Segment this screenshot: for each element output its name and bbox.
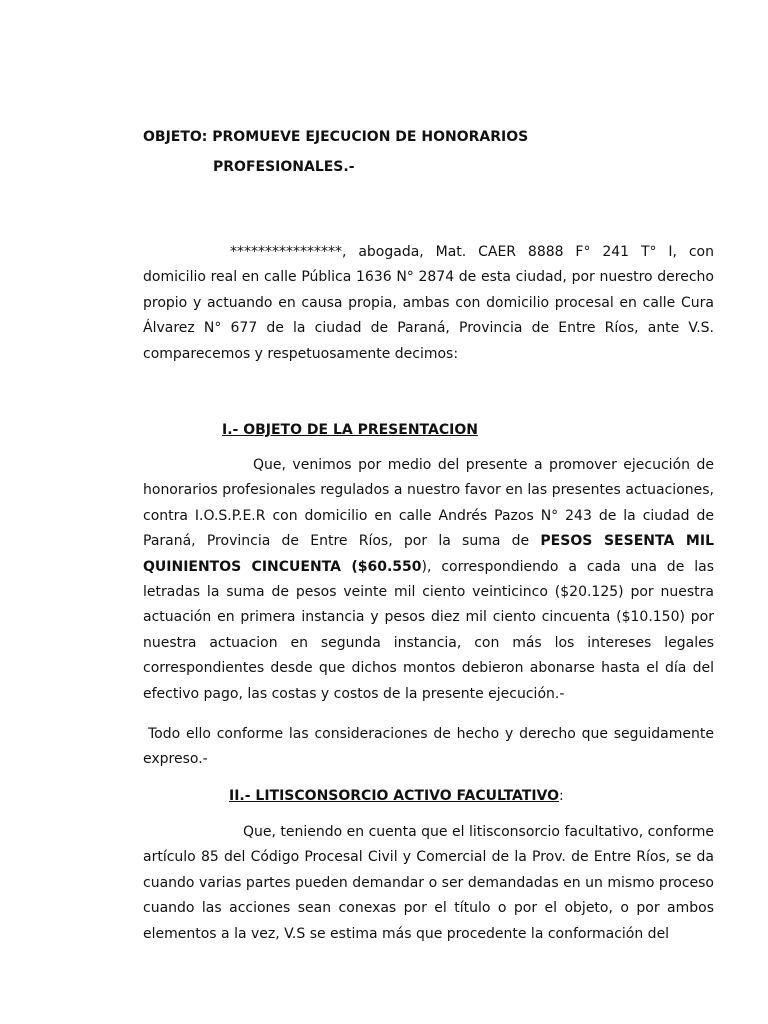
section-1-paragraph-2: Todo ello conforme las consideraciones de hecho y derecho que seguidamente expreso.- bbox=[143, 726, 714, 768]
section-2-heading bbox=[229, 786, 564, 806]
section-2-heading-text: II.- LITISCONSORCIO ACTIVO FACULTATIVO bbox=[229, 788, 560, 804]
masked-name: **************** bbox=[230, 244, 342, 260]
section-1-text-b: ), correspondiendo a cada una de las letradas la suma de pesos veinte mil ciento veinticinco ($20.125) por nuestra actuación en primera instancia y pesos diez mil ciento cincuenta ($10.150) por nuestra actuacion en segunda instancia, con más los intereses legales correspondientes desde que dichos montos debieron abonarse hasta el día del efectivo pago, las costas y costos de la presente ejecución.- bbox=[143, 558, 714, 702]
section-1-text-a: Que, venimos por medio del presente a promover ejecución de honorarios profesionales regulados a nuestro favor en las presentes actuaciones, contra I.O.S.P.E.R con domicilio en calle Andrés Pazos N° 243 de la ciudad de Paraná, Provincia de Entre Ríos, por la suma de bbox=[143, 457, 714, 550]
section-2-heading-colon: : bbox=[559, 788, 564, 804]
objeto-title-line2: PROFESIONALES.- bbox=[213, 159, 355, 175]
intro-paragraph bbox=[143, 240, 714, 367]
section-1-heading: I.- OBJETO DE LA PRESENTACION bbox=[222, 422, 478, 438]
intro-text: , abogada, Mat. CAER 8888 F° 241 T° I, con domicilio real en calle Pública 1636 N° 2874 de esta ciudad, por nuestro derecho propio y actuando en causa propia, ambas con domicilio procesal en calle Cura Álvarez N° 677 de la ciudad de Paraná, Provincia de Entre Ríos, ante V.S. comparecemos y respetuosamente decimos: bbox=[143, 244, 714, 362]
section-1-paragraph-1 bbox=[143, 453, 714, 707]
objeto-title-line1: OBJETO: PROMUEVE EJECUCION DE HONORARIOS bbox=[143, 129, 529, 145]
section-2-paragraph-1: Que, teniendo en cuenta que el litisconsorcio facultativo, conforme artículo 85 del Código Procesal Civil y Comercial de la Prov. de Entre Ríos, se da cuando varias partes pueden demandar o ser demandadas en un mismo proceso cuando las acciones sean conexas por el título o por el objeto, o por ambos elementos a la vez, V.S se estima más que procedente la conformación del bbox=[143, 824, 715, 942]
amount-bold: PESOS SESENTA MIL QUINIENTOS CINCUENTA ($60.550 bbox=[143, 533, 714, 575]
